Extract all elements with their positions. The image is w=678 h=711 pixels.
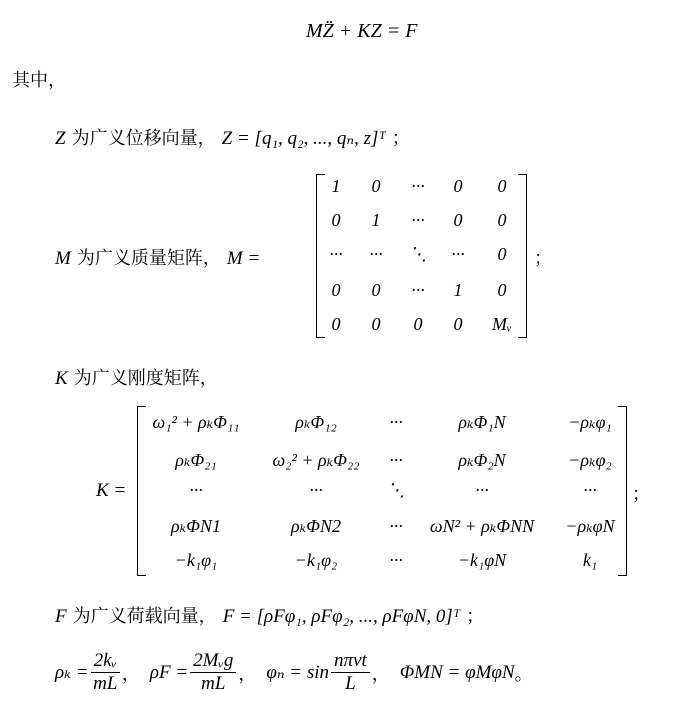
rho-k-numerator: 2kᵥ <box>91 650 120 673</box>
k-matrix-cell-1-3: ··· <box>389 412 403 432</box>
k-matrix-cell-1-4: ρₖΦ₁N <box>458 412 506 432</box>
m-matrix-cell-2-2: 1 <box>371 210 381 230</box>
m-matrix-cell-5-3: 0 <box>413 314 423 334</box>
m-matrix-cell-4-3: ··· <box>411 280 425 300</box>
m-matrix-cell-2-4: 0 <box>453 210 463 230</box>
rho-k-denominator: mL <box>93 673 118 694</box>
phi-mn-definition: ΦMN = φMφN <box>399 661 515 683</box>
f-symbol: F <box>55 606 67 627</box>
m-tail: ； <box>534 248 552 269</box>
separator-2: ， <box>238 663 257 685</box>
k-matrix-cell-5-3: ··· <box>389 550 403 570</box>
k-matrix-cell-4-3: ··· <box>389 516 403 536</box>
k-tail: ； <box>632 484 650 505</box>
z-symbol: Z <box>55 128 66 149</box>
k-matrix-cell-2-2: ω₂² + ρₖΦ₂₂ <box>272 450 360 470</box>
separator-1: ， <box>121 663 140 685</box>
f-description: 为广义荷载向量， <box>72 606 217 627</box>
m-matrix-cell-4-4: 1 <box>453 280 463 300</box>
k-matrix-cell-5-2: −k₁φ₂ <box>294 550 338 570</box>
k-matrix-cell-3-5: ··· <box>583 480 597 500</box>
k-matrix-cell-1-1: ω₁² + ρₖΦ₁₁ <box>152 412 240 432</box>
k-matrix-cell-1-2: ρₖΦ₁₂ <box>295 412 337 432</box>
k-matrix-cell-5-4: −k₁φN <box>457 550 507 570</box>
k-matrix-cell-1-5: −ρₖφ₁ <box>568 412 612 432</box>
z-definition <box>55 124 410 150</box>
k-matrix-cell-2-1: ρₖΦ₂₁ <box>175 450 217 470</box>
m-matrix-cell-4-2: 0 <box>371 280 381 300</box>
k-matrix-cell-4-5: −ρₖφN <box>565 516 615 536</box>
rho-k-fraction <box>91 650 120 695</box>
m-matrix-cell-5-1: 0 <box>331 314 341 334</box>
k-matrix-cell-5-1: −k₁φ₁ <box>174 550 218 570</box>
m-matrix-cell-3-5: 0 <box>497 244 507 264</box>
m-matrix-cell-4-5: 0 <box>497 280 507 300</box>
k-definition <box>55 364 218 390</box>
m-matrix-cell-5-5: Mᵥ <box>491 314 513 334</box>
m-matrix-cell-2-3: ··· <box>411 210 425 230</box>
k-matrix-cell-2-3: ··· <box>389 450 403 470</box>
m-matrix-cell-3-1: ··· <box>329 244 343 264</box>
rho-k-lhs: ρₖ = <box>55 662 89 683</box>
k-matrix-cell-4-2: ρₖΦN2 <box>291 516 341 536</box>
z-formula: Z = [q₁, q₂, ..., qₙ, z]ᵀ <box>221 128 386 149</box>
m-matrix-cell-1-3: ··· <box>411 176 425 196</box>
k-matrix-cell-3-2: ··· <box>309 480 323 500</box>
parameters-line <box>55 650 533 695</box>
m-matrix-cell-5-4: 0 <box>453 314 463 334</box>
k-matrix-cell-4-1: ρₖΦN1 <box>171 516 221 536</box>
end-mark: 。 <box>514 663 533 685</box>
k-matrix-cell-4-4: ωN² + ρₖΦNN <box>429 516 535 536</box>
m-matrix-cell-2-5: 0 <box>497 210 507 230</box>
f-formula: F = [ρFφ₁, ρFφ₂, ..., ρFφN, 0]ᵀ <box>222 606 461 627</box>
m-definition <box>55 244 260 270</box>
rho-f-denominator: mL <box>201 673 226 694</box>
k-matrix-cell-2-4: ρₖΦ₂N <box>458 450 506 470</box>
m-lhs: M = <box>226 248 261 269</box>
phi-denominator: L <box>345 673 356 694</box>
m-symbol: M <box>55 248 71 269</box>
m-matrix-cell-2-1: 0 <box>331 210 341 230</box>
rho-f-lhs: ρF = <box>149 661 189 683</box>
z-description: 为广义位移向量， <box>71 128 216 149</box>
k-matrix-cell-3-3: ⋱ <box>387 480 405 500</box>
m-matrix-cell-3-2: ··· <box>369 244 383 264</box>
intro-text: 其中， <box>12 70 66 91</box>
separator-3: ， <box>371 663 390 685</box>
z-tail: ； <box>391 128 410 149</box>
m-matrix-cell-1-2: 0 <box>371 176 381 196</box>
m-matrix-cell-3-4: ··· <box>451 244 465 264</box>
m-matrix-cell-5-2: 0 <box>371 314 381 334</box>
phi-numerator: nπvt <box>331 650 370 673</box>
k-matrix-cell-3-1: ··· <box>189 480 203 500</box>
m-matrix-cell-1-4: 0 <box>453 176 463 196</box>
m-matrix-cell-1-5: 0 <box>497 176 507 196</box>
k-symbol: K <box>55 368 68 389</box>
k-lhs: K = <box>96 480 127 501</box>
k-matrix-cell-3-4: ··· <box>475 480 489 500</box>
main-equation: MZ̈ + KZ = F <box>306 20 418 42</box>
f-tail: ； <box>466 606 485 627</box>
phi-fraction <box>331 650 370 695</box>
m-matrix-cell-4-1: 0 <box>331 280 341 300</box>
k-matrix-cell-2-5: −ρₖφ₂ <box>568 450 612 470</box>
phi-lhs: φₙ = sin <box>266 662 330 683</box>
m-description: 为广义质量矩阵， <box>76 248 221 269</box>
k-matrix-cell-5-5: k₁ <box>582 550 598 570</box>
m-matrix-cell-1-1: 1 <box>331 176 341 196</box>
m-matrix-cell-3-3: ⋱ <box>409 244 427 264</box>
f-definition <box>55 602 484 628</box>
rho-f-numerator: 2Mᵥg <box>190 650 236 673</box>
k-description: 为广义刚度矩阵， <box>73 368 218 389</box>
rho-f-fraction <box>190 650 236 695</box>
